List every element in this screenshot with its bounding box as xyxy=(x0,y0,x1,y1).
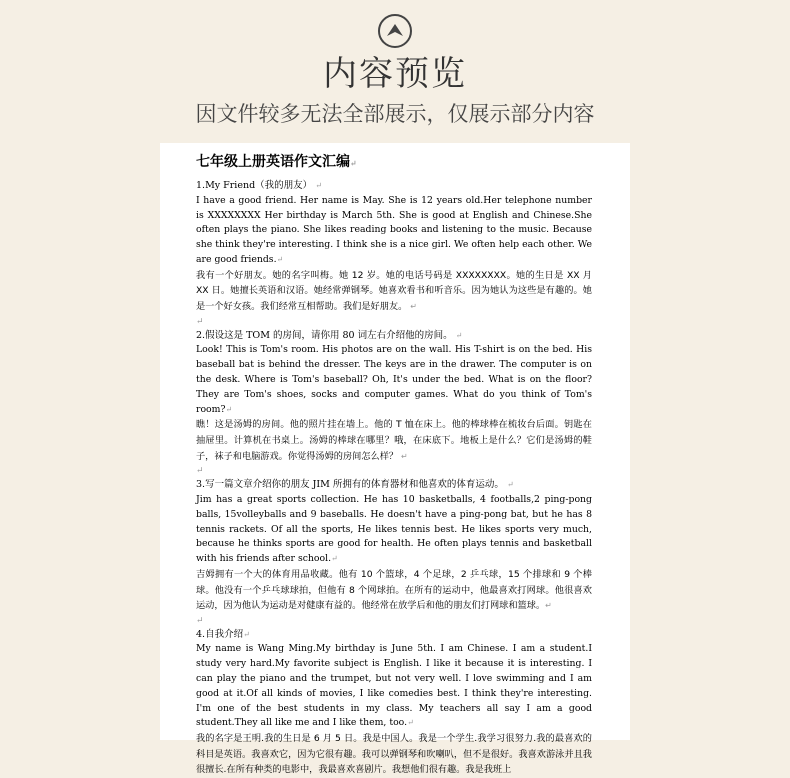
section-2 xyxy=(196,329,592,479)
section-english-text: Look! This is Tom's room. His photos are on the wall. His T-shirt is on the bed. His baseball bat is behind the dresser. The keys are in the drawer. The computer is on the desk. Where is Tom's baseball? Oh, It's under the bed. What is on the floor? They are Tom's shoes, socks and computer games. What do you think of Tom's room?↵ xyxy=(196,344,592,415)
section-english-text: My name is Wang Ming.My birthday is June 5th. I am Chinese. I am a student.I study very hard.My favorite subject is English. I like it because it is interesting. I can play the piano and the trumpet, but not very well. I love swimming and I am good at it.Of all kinds of movies, I like comedies best. I think they're interesting. I'm one of the best students in my class. My teachers all say I am a good student.They all like me and I like them, too.↵ xyxy=(196,643,592,729)
section-chinese-text: 我有一个好朋友。她的名字叫梅。她 12 岁。她的电话号码是 XXXXXXXX。她的生日是 XX 月 XX 日。她擅长英语和汉语。她经常弹钢琴。她喜欢看书和听音乐。因为她认为这些是有趣的。她是一个好女孩。我们经常互相帮助。我们是好朋友。 ↵ xyxy=(196,269,592,312)
paragraph-mark: ↵ xyxy=(196,466,204,477)
section-heading: 3.写一篇文章介绍你的朋友 JIM 所拥有的体育器材和他喜欢的体育运动。 ↵ xyxy=(196,479,514,491)
paragraph-mark: ↵ xyxy=(196,316,204,327)
section-english-text: I have a good friend. Her name is May. She is 12 years old.Her telephone number is XXXXXXXX Her birthday is March 5th. She is good at English and Chinese.She often plays the piano. She likes reading books and listening to the music. Because she think they're interesting. I think she is a nice girl. We often help each other. We are good friends.↵ xyxy=(196,194,592,265)
document-preview xyxy=(160,143,630,776)
section-heading: 4.自我介绍↵ xyxy=(196,628,250,640)
section-heading: 1.My Friend（我的朋友） ↵ xyxy=(196,180,322,191)
section-3 xyxy=(196,478,592,628)
section-heading: 2.假设这是 TOM 的房间，请你用 80 词左右介绍他的房间。 ↵ xyxy=(196,329,463,341)
section-chinese-text: 我的名字是王明.我的生日是 6 月 5 日。我是中国人。我是一个学生.我学习很努力.我的最喜欢的科目是英语。我喜欢它，因为它很有趣。我可以弹钢琴和吹喇叭，但不是很好。我喜欢游泳并且我很擅长.在所有种类的电影中，我最喜欢喜剧片。我想他们很有趣。我是我班上 xyxy=(196,733,592,776)
paragraph-mark: ↵ xyxy=(196,615,204,626)
section-english-text: Jim has a great sports collection. He has 10 basketballs, 4 footballs,2 ping-pong balls, 15volleyballs and 9 baseballs. He doesn't have a ping-pong bat, but he has 8 tennis rackets. Of all the sports, He likes tennis best. He likes sports very much, because he thinks sports are good for health. He often plays tennis and basketball with his friends after school.↵ xyxy=(196,493,592,565)
section-4 xyxy=(196,628,592,778)
section-1 xyxy=(196,179,592,329)
section-chinese-text: 瞧！这是汤姆的房间。他的照片挂在墙上。他的 T 恤在床上。他的棒球棒在梳妆台后面。钥匙在抽屉里。计算机在书桌上。汤姆的棒球在哪里？哦，在床底下。地板上是什么？它们是汤姆的鞋子，袜子和电脑游戏。你觉得汤姆的房间怎么样？ ↵ xyxy=(196,419,592,462)
document-title: 七年级上册英语作文汇编↵ xyxy=(196,154,357,170)
page-title: 内容预览 xyxy=(323,54,467,94)
chevron-up-circle-icon xyxy=(378,14,412,48)
page-subtitle: 因文件较多无法全部展示，仅展示部分内容 xyxy=(195,102,595,126)
section-chinese-text: 吉姆拥有一个大的体育用品收藏。他有 10 个篮球，4 个足球，2 乒乓球，15 个排球和 9 个棒球。他没有一个乒乓球球拍，但他有 8 个网球拍。在所有的运动中，他最喜欢打网球。他很喜欢运动，因为他认为运动是对健康有益的。他经常在放学后和他的朋友们打网球和篮球。↵ xyxy=(196,568,592,612)
